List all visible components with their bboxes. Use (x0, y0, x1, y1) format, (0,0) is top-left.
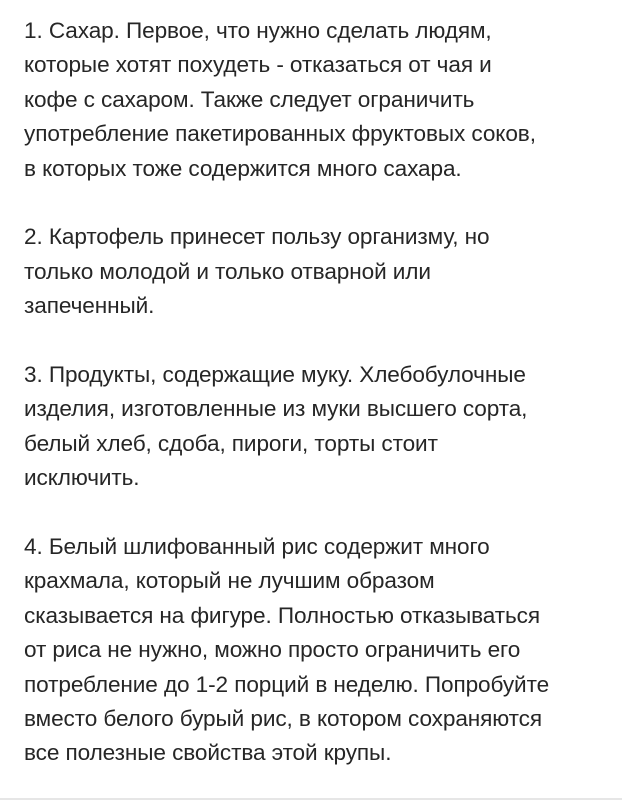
paragraph-potato (24, 220, 614, 323)
text-line: вместо белого бурый рис, в котором сохраняются (24, 706, 542, 732)
text-line: потребление до 1-2 порций в неделю. Попробуйте (24, 671, 550, 697)
paragraph-gap (24, 496, 614, 530)
text-line: 1. Сахар. Первое, что нужно сделать людям, (24, 18, 492, 43)
text-line: сказывается на фигуре. Полностью отказываться (24, 602, 540, 628)
article-text (24, 14, 614, 771)
paragraph-sugar (24, 14, 614, 186)
text-line: запеченный. (24, 293, 155, 319)
text-line: 4. Белый шлифованный рис содержит много (24, 534, 490, 560)
paragraph-gap (24, 186, 614, 220)
text-line: употребление пакетированных фруктовых соков, (24, 121, 536, 147)
text-line: 3. Продукты, содержащие муку. Хлебобулочные (24, 362, 526, 388)
text-line: белый хлеб, сдоба, пироги, торты стоит (24, 430, 438, 456)
text-line: только молодой и только отварной или (24, 258, 431, 284)
text-line: изделия, изготовленные из муки высшего сорта, (24, 396, 528, 422)
text-line: от риса не нужно, можно просто ограничить его (24, 637, 521, 663)
text-line: исключить. (24, 465, 140, 491)
text-line: крахмала, который не лучшим образом (24, 568, 435, 594)
text-line: которые хотят похудеть - отказаться от чая и (24, 52, 492, 78)
paragraph-flour (24, 358, 614, 496)
paragraph-gap (24, 324, 614, 358)
text-line: 2. Картофель принесет пользу организму, но (24, 224, 490, 250)
text-line: в которых тоже содержится много сахара. (24, 155, 462, 181)
text-line: кофе с сахаром. Также следует ограничить (24, 86, 475, 112)
text-line: все полезные свойства этой крупы. (24, 740, 392, 766)
paragraph-rice (24, 530, 614, 771)
